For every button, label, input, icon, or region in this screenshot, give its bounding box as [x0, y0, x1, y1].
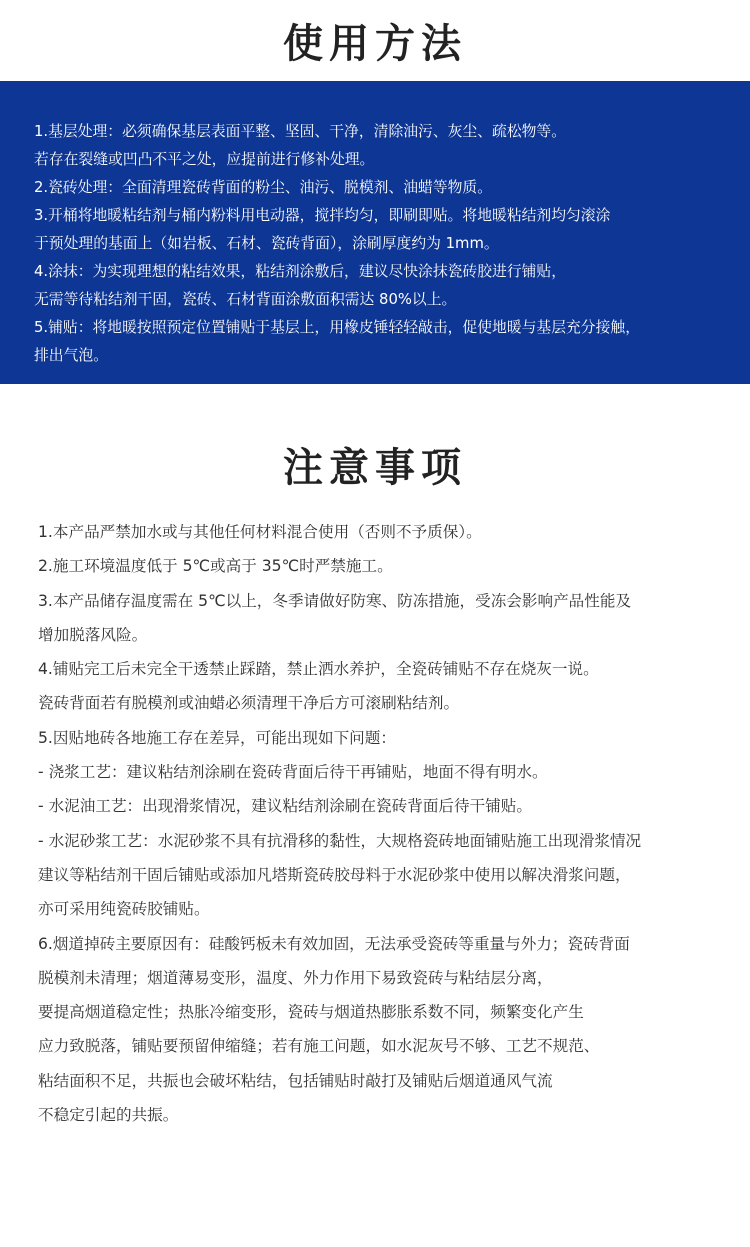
notes-line: 粘结面积不足，共振也会破坏粘结，包括铺贴时敲打及铺贴后烟道通风气流: [38, 1071, 553, 1090]
notes-list: [38, 515, 750, 1132]
usage-instructions-list: [34, 118, 750, 370]
notes-line: - 水泥砂浆工艺：水泥砂浆不具有抗滑移的黏性，大规格瓷砖地面铺贴施工出现滑浆情况: [38, 831, 642, 850]
usage-line: 3.开桶将地暖粘结剂与桶内粉料用电动器，搅拌均匀，即刷即贴。将地暖粘结剂均匀滚涂: [34, 207, 611, 224]
notes-line: 脱模剂未清理；烟道薄易变形，温度、外力作用下易致瓷砖与粘结层分离，: [38, 968, 553, 987]
usage-line: 若存在裂缝或凹凸不平之处，应提前进行修补处理。: [34, 151, 375, 168]
notes-section-title: 注意事项: [283, 445, 467, 491]
notes-line: 增加脱落风险。: [38, 625, 148, 644]
notes-line: 2.施工环境温度低于 5℃或高于 35℃时严禁施工。: [38, 557, 393, 576]
usage-line: 4.涂抹：为实现理想的粘结效果，粘结剂涂敷后，建议尽快涂抹瓷砖胶进行铺贴，: [34, 263, 567, 280]
notes-line: 瓷砖背面若有脱模剂或油蜡必须清理干净后方可滚刷粘结剂。: [38, 694, 460, 713]
notes-line: 5.因贴地砖各地施工存在差异，可能出现如下问题：: [38, 728, 396, 747]
notes-line: 建议等粘结剂干固后铺贴或添加凡塔斯瓷砖胶母料于水泥砂浆中使用以解决滑浆问题，: [38, 865, 631, 884]
notes-line: 应力致脱落，铺贴要预留伸缩缝；若有施工问题，如水泥灰号不够、工艺不规范、: [38, 1037, 600, 1056]
usage-line: 于预处理的基面上（如岩板、石材、瓷砖背面），涂刷厚度约为 1mm。: [34, 235, 499, 252]
notes-line: 不稳定引起的共振。: [38, 1106, 179, 1125]
notes-line: 亦可采用纯瓷砖胶铺贴。: [38, 900, 210, 919]
notes-line: 1.本产品严禁加水或与其他任何材料混合使用（否则不予质保）。: [38, 523, 482, 541]
usage-line: 1.基层处理：必须确保基层表面平整、坚固、干净，清除油污、灰尘、疏松物等。: [34, 123, 567, 140]
usage-line: 无需等待粘结剂干固，瓷砖、石材背面涂敷面积需达 80%以上。: [34, 291, 457, 308]
notes-line: 6.烟道掉砖主要原因有：硅酸钙板未有效加固，无法承受瓷砖等重量与外力；瓷砖背面: [38, 934, 630, 953]
usage-section-title: 使用方法: [283, 21, 467, 67]
notes-line: - 浇浆工艺：建议粘结剂涂刷在瓷砖背面后待干再铺贴，地面不得有明水。: [38, 763, 548, 782]
usage-line: 2.瓷砖处理：全面清理瓷砖背面的粉尘、油污、脱模剂、油蜡等物质。: [34, 179, 493, 196]
usage-line: 排出气泡。: [34, 347, 108, 364]
usage-line: 5.铺贴：将地暖按照预定位置铺贴于基层上，用橡皮锤轻轻敲击，促使地暖与基层充分接触，: [34, 319, 640, 336]
notes-line: - 水泥油工艺：出现滑浆情况，建议粘结剂涂刷在瓷砖背面后待干铺贴。: [38, 797, 532, 816]
notes-line: 要提高烟道稳定性；热胀冷缩变形，瓷砖与烟道热膨胀系数不同，频繁变化产生: [38, 1003, 584, 1022]
notes-line: 4.铺贴完工后未完全干透禁止踩踏，禁止洒水养护，全瓷砖铺贴不存在烧灰一说。: [38, 660, 599, 679]
notes-line: 3.本产品储存温度需在 5℃以上，冬季请做好防寒、防冻措施，受冻会影响产品性能及: [38, 591, 632, 610]
